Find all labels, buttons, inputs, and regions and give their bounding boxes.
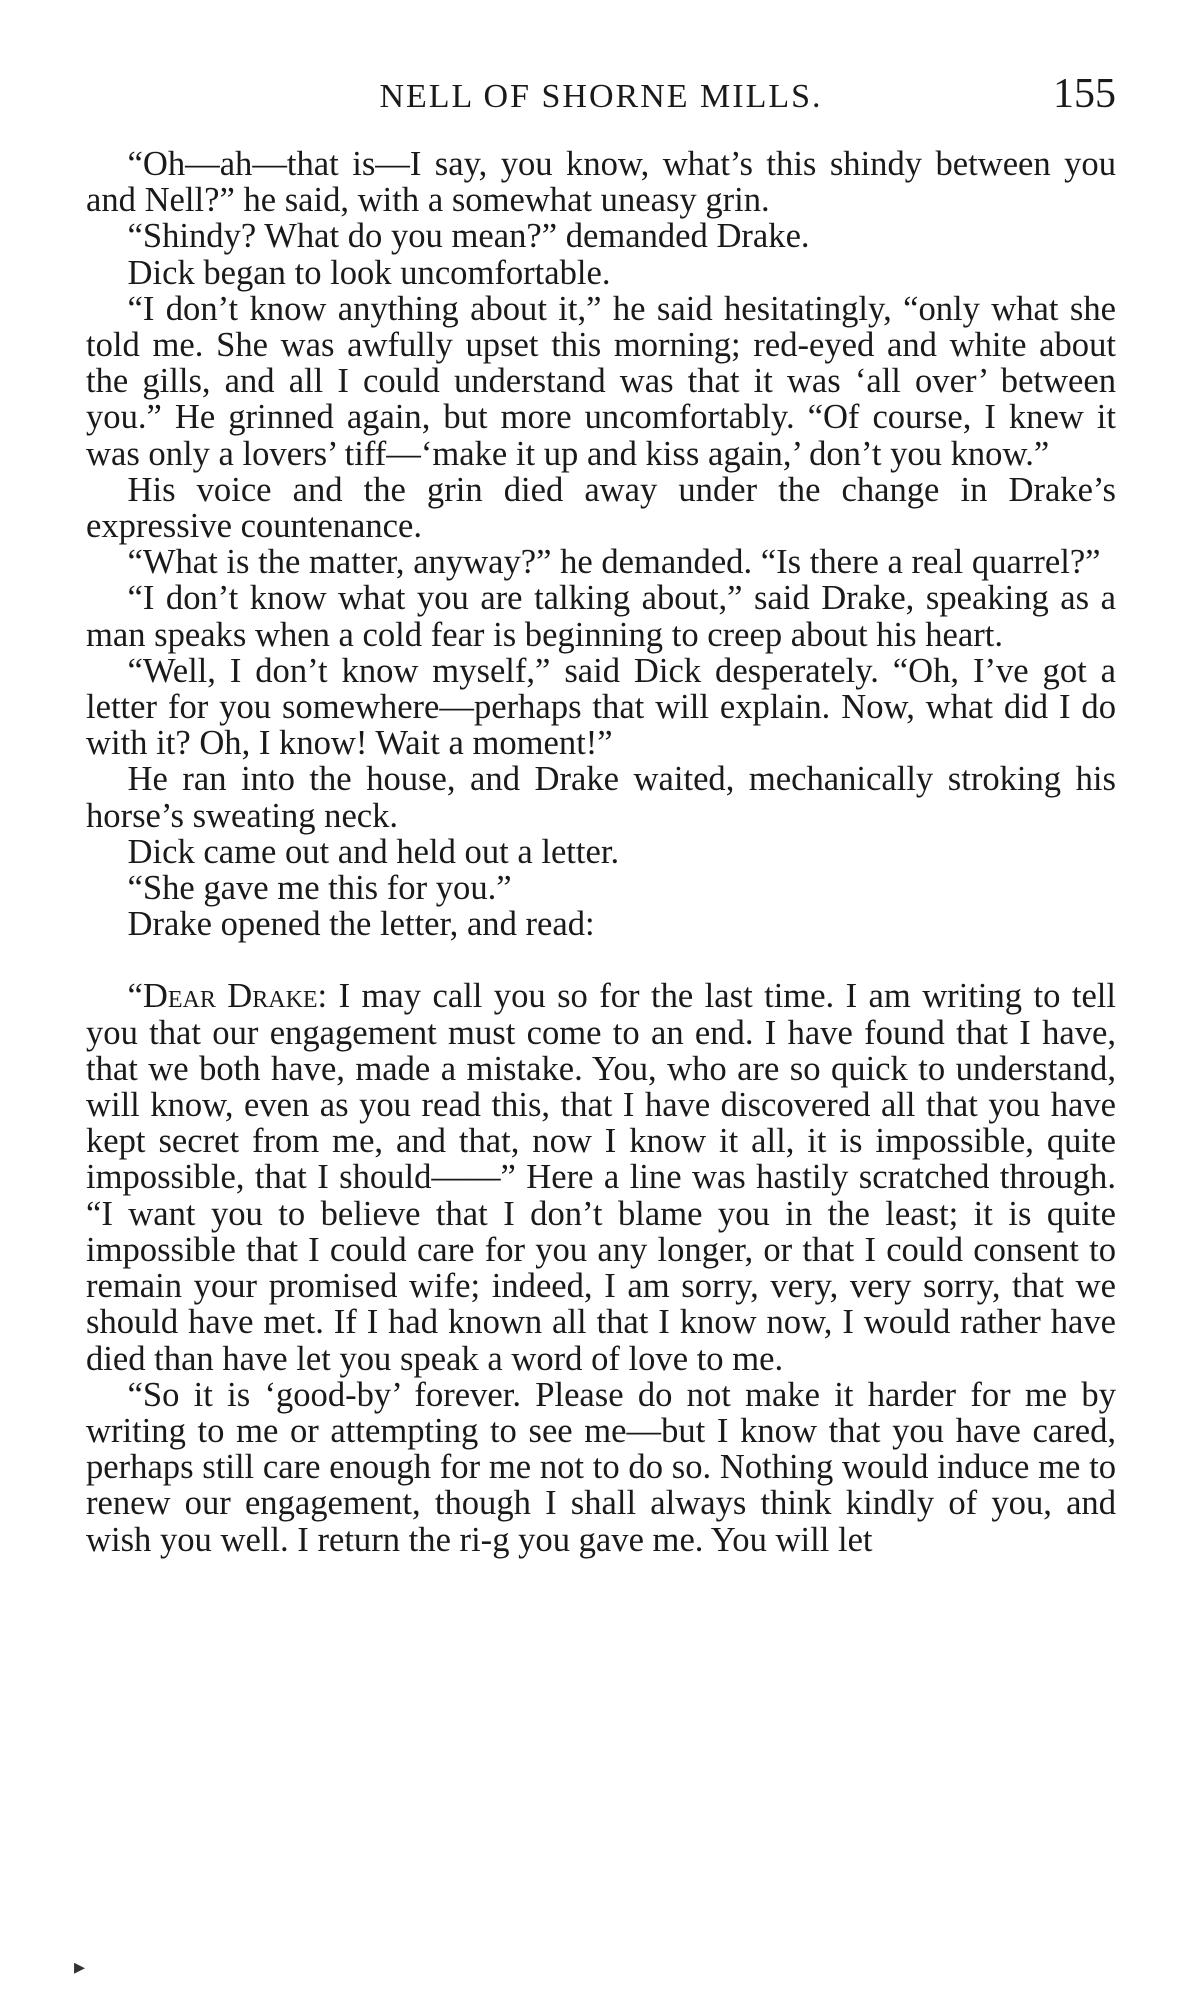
letter-text: I may call you so for the last time. I am writing to tell you that our engagement must come to an end. I have found that I have, that we both have, made a mistake. You, who are so quick to understand, will know, even as you read this, that I have discovered all that you have kept secret from me, and that, now I know it all, it is impossible, quite impossible, that I should——” Here a line was hastily scratched through. “I want you to believe that I don’t blame you in the least; it is quite impossible that I could care for you any longer, or that I could consent to remain your promised wife; indeed, I am sorry, very, very sorry, that we should have met. If I had known all that I know now, I would rather have died than have let you speak a word of love to me. xyxy=(86,977,1117,1378)
paragraph: “Shindy? What do you mean?” demanded Drake. xyxy=(127,217,810,256)
paragraph: “She gave me this for you.” xyxy=(127,869,512,908)
paragraph: “I don’t know what you are talking about,” said Drake, speaking as a man speaks when a cold fear is beginning to creep about his heart. xyxy=(86,579,1116,654)
letter-salutation: “Dear Drake: xyxy=(127,977,328,1016)
paragraph: Dick began to look uncomfortable. xyxy=(127,253,611,292)
running-title: NELL OF SHORNE MILLS. xyxy=(379,78,823,115)
page-body xyxy=(86,146,1116,1558)
paragraph: “What is the matter, anyway?” he demanded. “Is there a real quarrel?” xyxy=(127,543,1101,582)
letter-paragraph: “So it is ‘good-by’ forever. Please do not make it harder for me by writing to me or attempting to see me—but I know that you have cared, perhaps still care enough for me not to do so. Nothing would induce me to renew our engagement, though I shall always think kindly of you, and wish you well. I return the ri-g you gave me. You will let xyxy=(86,1375,1116,1559)
page-header xyxy=(86,70,1116,130)
page-number: 155 xyxy=(1053,71,1116,117)
paragraph: “I don’t know anything about it,” he said hesitatingly, “only what she told me. She was awfully upset this morning; red-eyed and white about the gills, and all I could understand was that it was ‘all over’ between you.” He grinned again, but more uncomfortably. “Of course, I knew it was only a lovers’ tiff—‘make it up and kiss again,’ don’t you know.” xyxy=(86,289,1116,473)
paragraph: “Oh—ah—that is—I say, you know, what’s this shindy between you and Nell?” he said, with a somewhat uneasy grin. xyxy=(86,145,1116,220)
paragraph: His voice and the grin died away under the change in Drake’s expressive countenance. xyxy=(86,470,1116,546)
paragraph: “Well, I don’t know myself,” said Dick desperately. “Oh, I’ve got a letter for you somewhere—perhaps that will explain. Now, what did I do with it? Oh, I know! Wait a moment!” xyxy=(86,651,1116,763)
paragraph: Dick came out and held out a letter. xyxy=(127,832,620,871)
section-gap xyxy=(86,942,1116,978)
footer-mark: ▸ xyxy=(74,1954,86,1979)
paragraph: He ran into the house, and Drake waited, mechanically stroking his horse’s sweating neck. xyxy=(86,760,1116,835)
letter-paragraph xyxy=(86,978,1116,1376)
paragraph: Drake opened the letter, and read: xyxy=(127,905,595,944)
